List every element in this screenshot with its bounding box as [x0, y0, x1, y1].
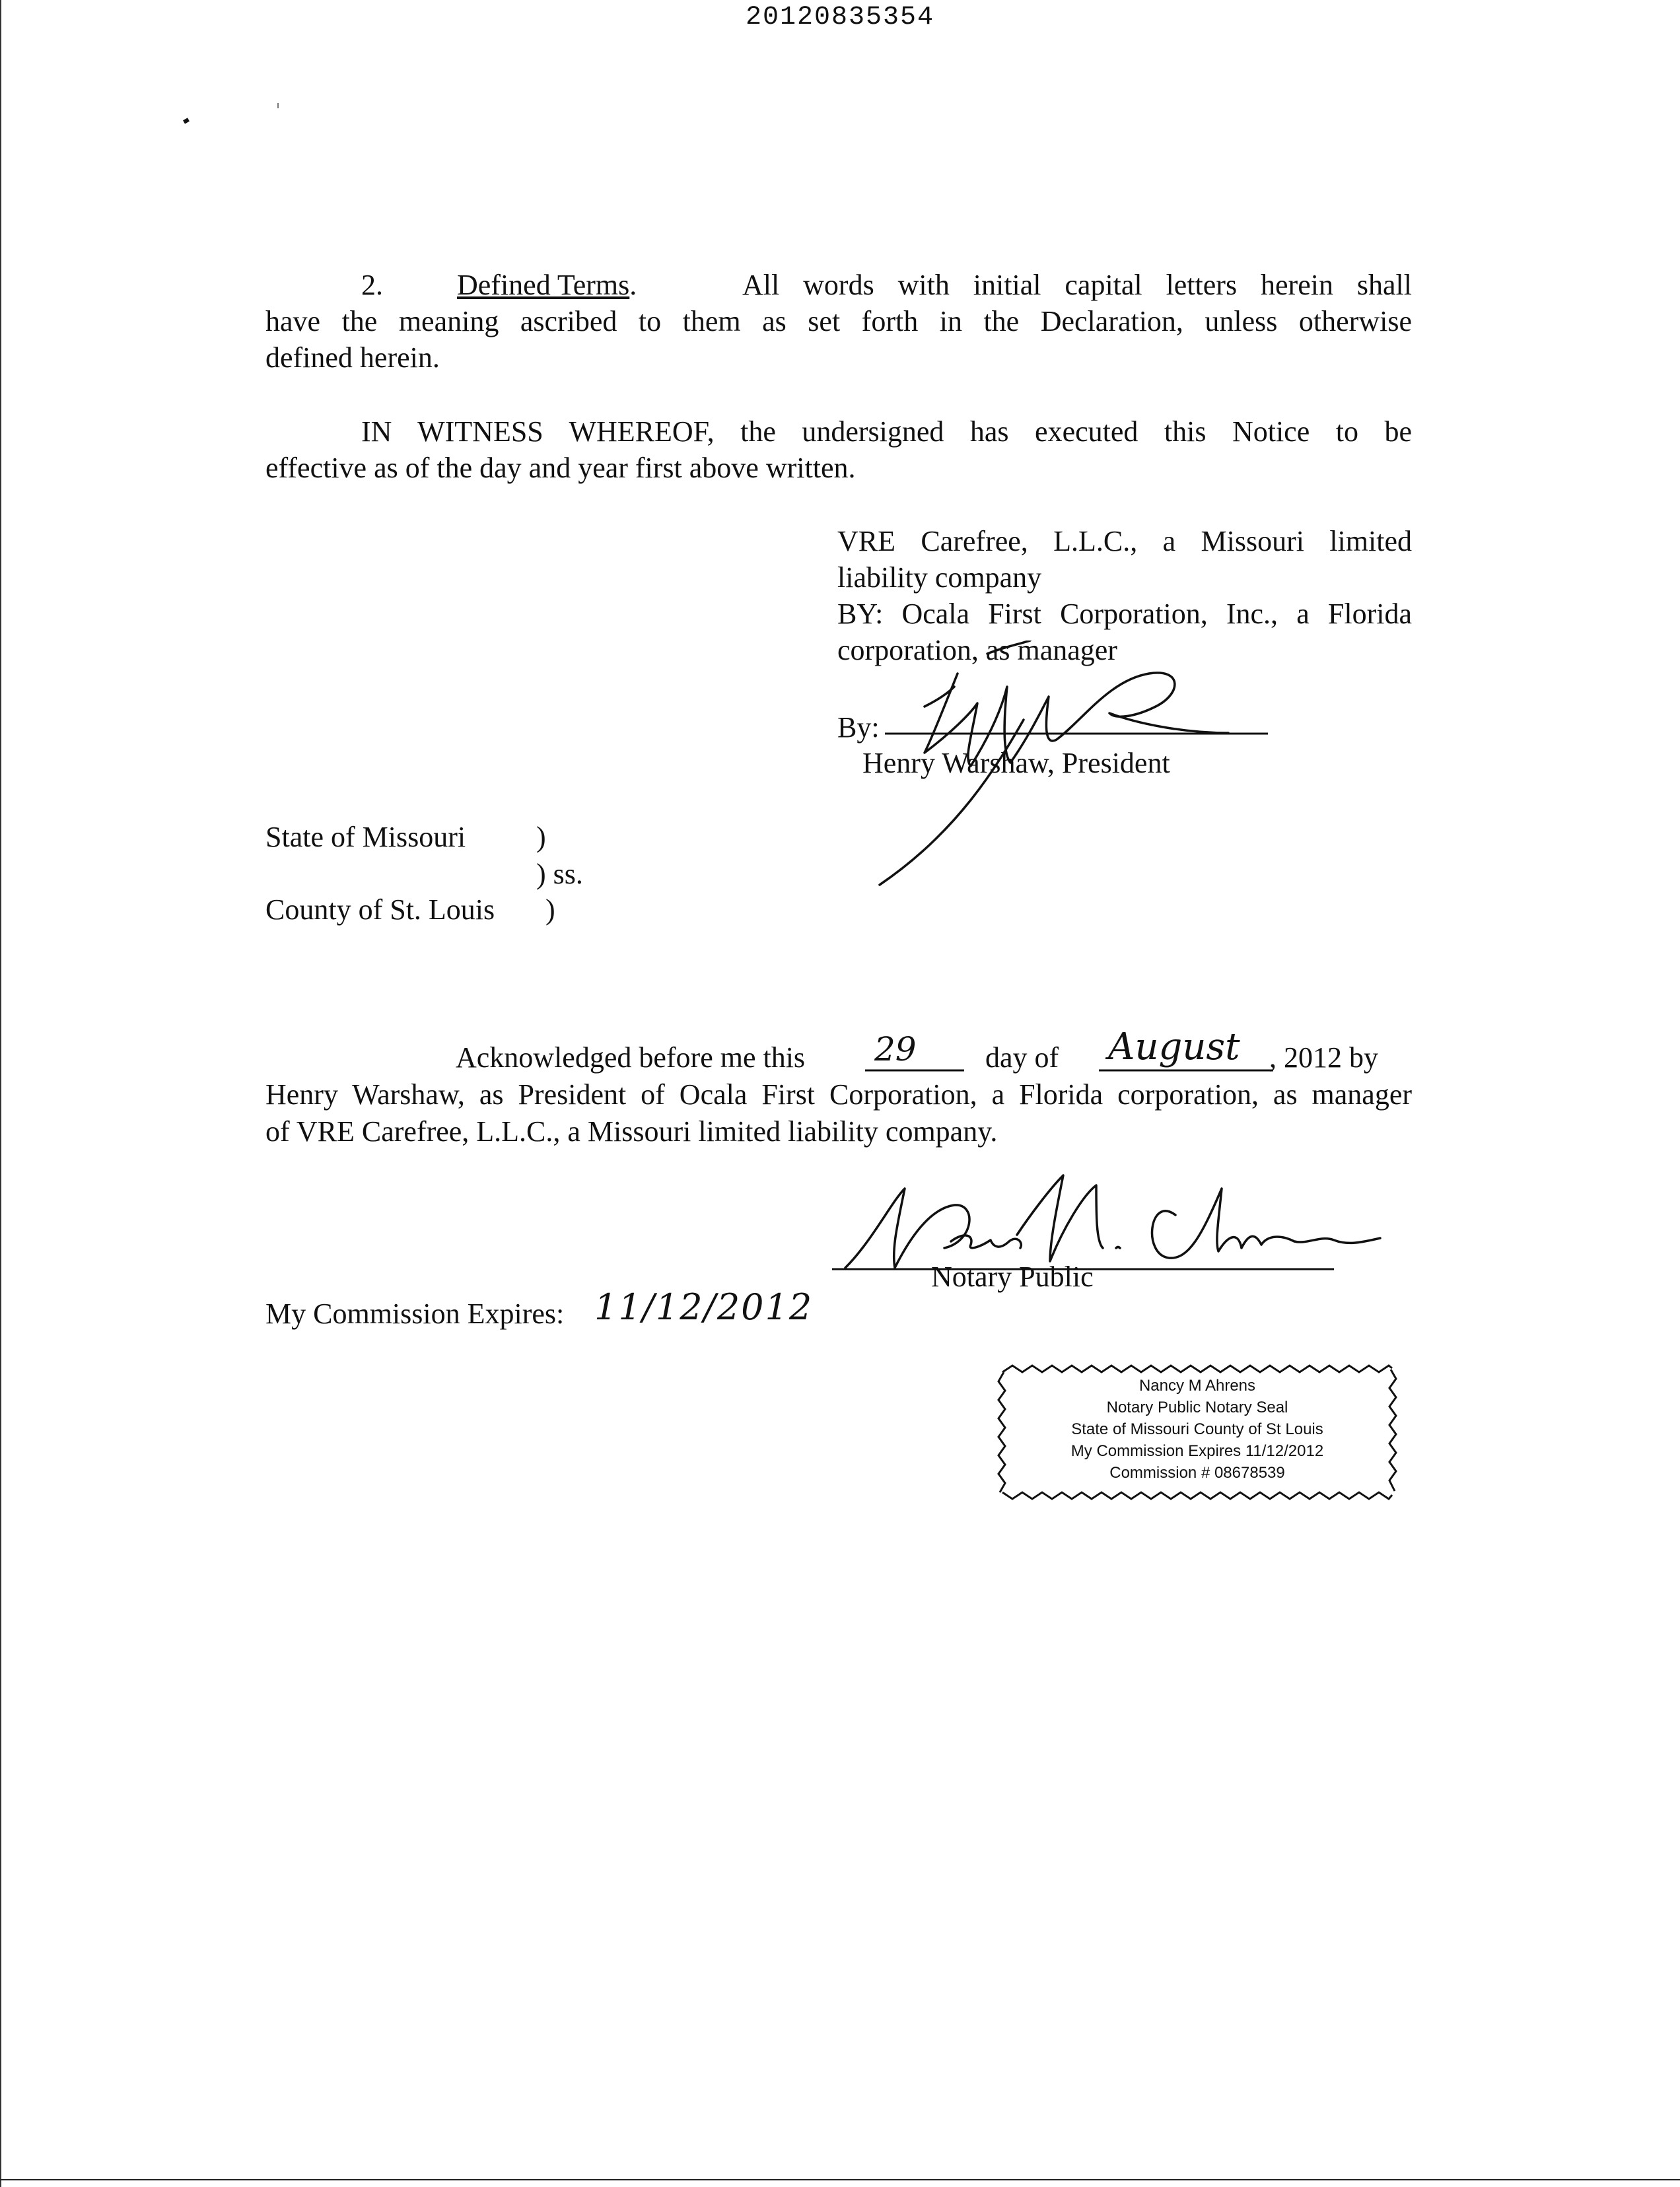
document-number: 20120835354 — [745, 3, 935, 32]
ack-prefix: Acknowledged before me this — [456, 1041, 806, 1074]
ack-day: 29 — [874, 1030, 917, 1068]
by-line-1: BY: Ocala First Corporation, Inc., a Florida — [837, 598, 1412, 630]
by-line-2: corporation, as manager — [837, 634, 1117, 666]
seal-line-3: State of Missouri County of St Louis — [1071, 1420, 1323, 1438]
seal-line-5: Commission # 08678539 — [1109, 1464, 1285, 1482]
ack-month: August — [1108, 1025, 1240, 1068]
page-left-edge — [0, 0, 1, 2187]
venue-county: County of St. Louis — [265, 893, 495, 926]
page-bottom-edge — [0, 2179, 1680, 2180]
venue-state: State of Missouri — [265, 821, 466, 853]
scan-mark — [183, 118, 190, 123]
by-label: By: — [837, 711, 880, 744]
seal-line-2: Notary Public Notary Seal — [1106, 1399, 1288, 1416]
venue-ss: ) ss. — [536, 858, 583, 890]
ack-line-2: Henry Warshaw, as President of Ocala First Corporation, a Florida corporation, as manager — [265, 1078, 1412, 1111]
ack-day-of: day of — [985, 1041, 1059, 1074]
witness-paragraph — [265, 413, 1412, 486]
section-line-3: defined herein. — [265, 341, 440, 374]
commission-date-handwritten: 11/12/2012 — [594, 1286, 814, 1328]
witness-line-2: effective as of the day and year first above written. — [265, 452, 856, 484]
company-line-2: liability company — [837, 561, 1042, 594]
warshaw-signature — [872, 641, 1242, 891]
section-number: 2. — [361, 269, 383, 301]
notary-seal-text — [1004, 1375, 1391, 1484]
ack-day-line — [865, 1068, 964, 1072]
ack-line-3: of VRE Carefree, L.L.C., a Missouri limited liability company. — [265, 1115, 998, 1148]
ack-month-line — [1099, 1068, 1273, 1072]
scan-mark — [277, 103, 279, 108]
seal-line-1: Nancy M Ahrens — [1138, 1377, 1256, 1395]
witness-line-1: IN WITNESS WHEREOF, the undersigned has executed this Notice to be — [361, 415, 1412, 448]
section-heading-text: Defined Terms — [457, 269, 630, 301]
seal-line-4: My Commission Expires 11/12/2012 — [1070, 1442, 1324, 1460]
company-line-1: VRE Carefree, L.L.C., a Missouri limited — [837, 525, 1412, 557]
ack-year: , 2012 by — [1269, 1041, 1378, 1074]
section-line-1 — [265, 267, 1412, 303]
notary-title: Notary Public — [931, 1261, 1094, 1293]
section-heading — [457, 267, 637, 303]
ack-line-1 — [265, 1025, 1412, 1076]
venue-paren-2: ) — [545, 893, 555, 926]
signer-name: Henry Warshaw, President — [862, 747, 1170, 779]
section-line-2: have the meaning ascribed to them as set forth in the Declaration, unless otherwise — [265, 305, 1412, 337]
venue-paren-1: ) — [536, 821, 546, 853]
section-line-1-rest: All words with initial capital letters herein shall — [742, 269, 1412, 301]
section-heading-period: . — [629, 269, 637, 301]
section-defined-terms — [265, 267, 1412, 376]
notary-signature — [832, 1169, 1426, 1281]
commission-label: My Commission Expires: — [265, 1298, 565, 1330]
